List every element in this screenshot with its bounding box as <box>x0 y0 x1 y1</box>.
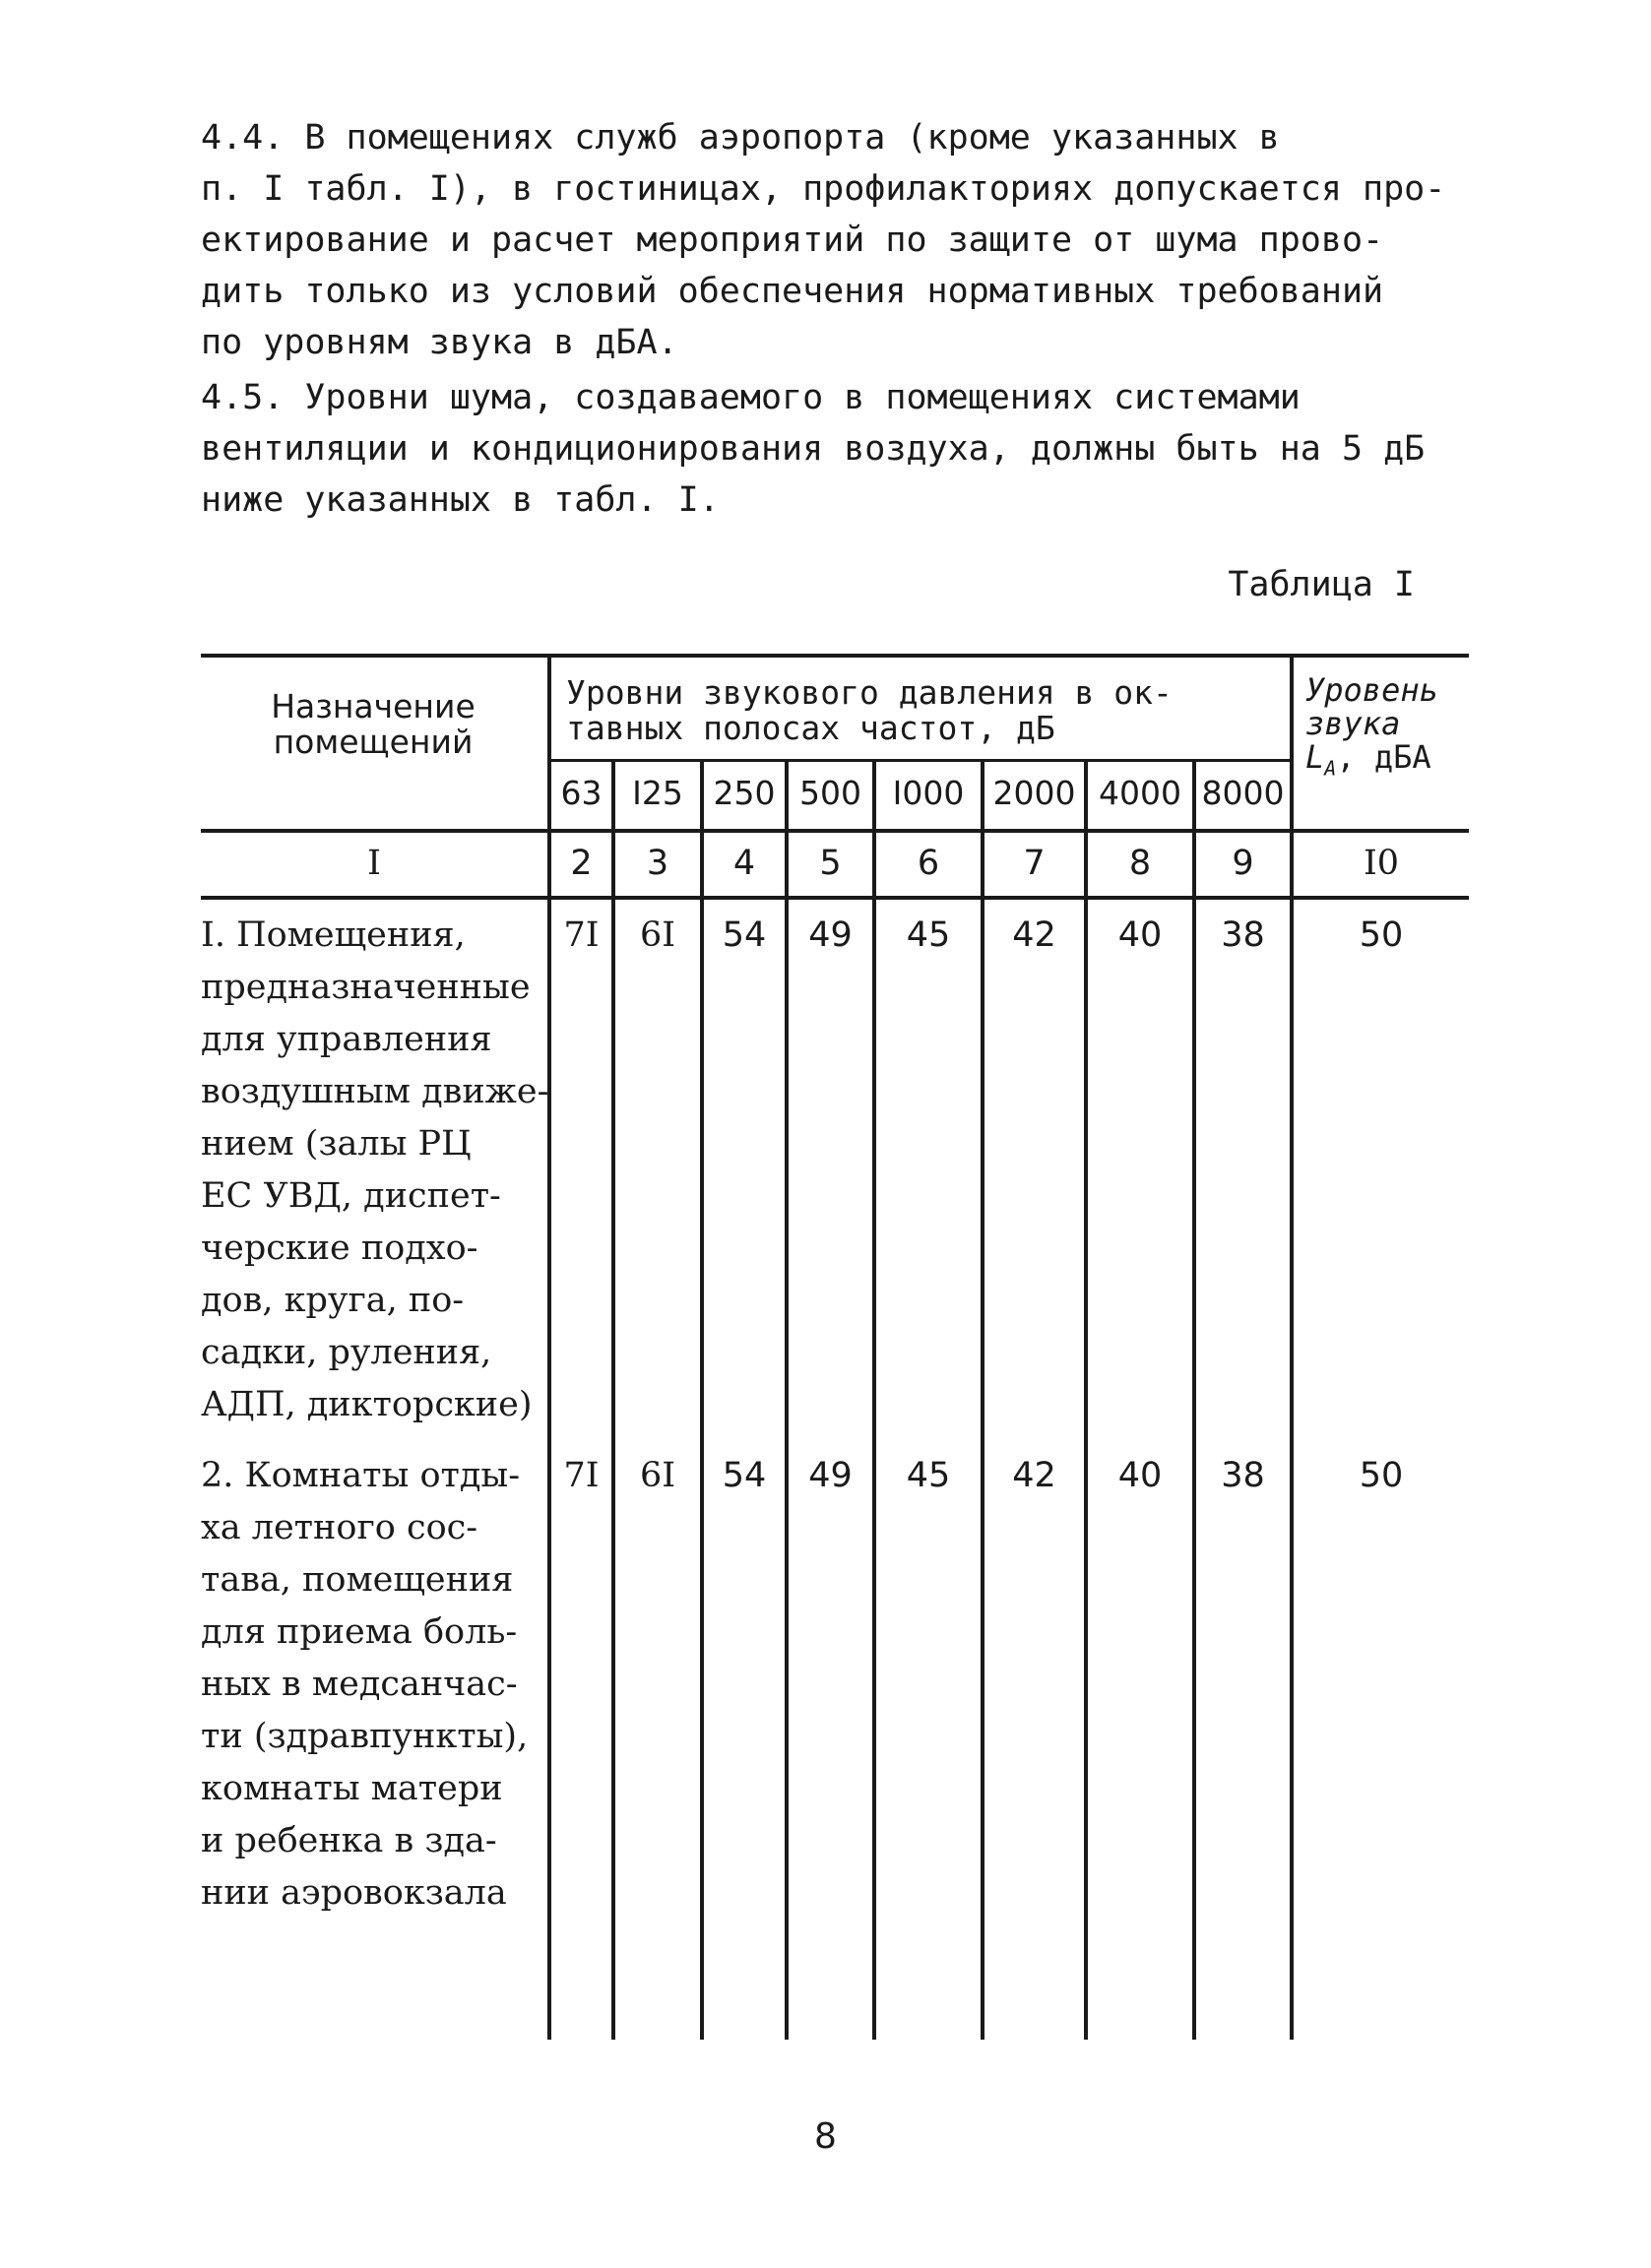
row2-purpose: 2. Комнаты отды- ха летного сос- тава, помещения для приема боль- ных в медсанчас- ти (здравпункты), комнаты матери и ребенка в зда- нии аэровокзала <box>201 1456 529 1913</box>
column-numbers-rule <box>201 896 1469 900</box>
freq-63: 63 <box>560 774 603 812</box>
row2-val-63: 7I <box>563 1456 600 1495</box>
row1-val-250: 54 <box>722 915 767 955</box>
colnum-5: 5 <box>819 844 842 883</box>
colnum-6: 6 <box>917 844 940 883</box>
freq-125: I25 <box>632 774 683 812</box>
row2-val-8000: 38 <box>1221 1456 1265 1495</box>
freq-4000: 4000 <box>1099 774 1181 812</box>
colnum-3: 3 <box>646 844 669 883</box>
paragraph-4-5: 4.5. Уровни шума, создаваемого в помещениях системами вентиляции и кондиционирования воздуха, должны быть на 5 дБ ниже указанных в табл. I. <box>201 378 1426 520</box>
freq-500: 500 <box>799 774 861 812</box>
colnum-2: 2 <box>570 844 593 883</box>
row1-val-dba: 50 <box>1359 915 1404 955</box>
header-sound-level <box>1305 673 1473 785</box>
colnum-10: I0 <box>1363 844 1400 883</box>
colnum-4: 4 <box>732 844 756 883</box>
row1-val-8000: 38 <box>1221 915 1265 955</box>
header-sound-level-sub: А <box>1324 756 1337 781</box>
freq-header-rule <box>549 759 1294 762</box>
colnum-7: 7 <box>1023 844 1046 883</box>
header-sound-level-text: Уровень звука L <box>1305 671 1438 776</box>
row2-val-2000: 42 <box>1012 1456 1056 1495</box>
row1-val-125: 6I <box>639 915 676 955</box>
row2-val-500: 49 <box>808 1456 853 1495</box>
freq-1000: I000 <box>892 774 965 812</box>
freq-8000: 8000 <box>1201 774 1285 812</box>
row2-val-dba: 50 <box>1359 1456 1404 1495</box>
page-number: 8 <box>814 2116 837 2157</box>
header-bottom-rule <box>201 829 1469 833</box>
row2-val-250: 54 <box>722 1456 767 1495</box>
header-sound-level-unit: , дБА <box>1336 738 1431 776</box>
header-pressure: Уровни звукового давления в ок- тавных полосах частот, дБ <box>566 673 1173 747</box>
row1-val-2000: 42 <box>1012 915 1056 955</box>
row1-val-1000: 45 <box>906 915 951 955</box>
row1-purpose: I. Помещения, предназначенные для управления воздушным движе- нием (залы РЦ ЕС УВД, диспет- черские подхо- дов, круга, по- садки, руления, АДП, дикторские) <box>201 915 549 1424</box>
colnum-9: 9 <box>1232 844 1254 883</box>
row2-val-125: 6I <box>639 1456 676 1495</box>
colnum-1: I <box>367 844 381 883</box>
colnum-8: 8 <box>1128 844 1152 883</box>
row1-val-4000: 40 <box>1117 915 1163 955</box>
table-caption: Таблица I <box>1228 565 1415 604</box>
paragraph-4-4: 4.4. В помещениях служб аэропорта (кроме указанных в п. I табл. I), в гостиницах, профилакториях допускается про- ектирование и расчет мероприятий по защите от шума прово- дить только из условий обеспечения нормативных требований по уровням звука в дБА. <box>201 118 1446 362</box>
header-purpose: Назначение помещений <box>271 687 476 761</box>
row1-val-63: 7I <box>563 915 600 955</box>
row2-val-4000: 40 <box>1117 1456 1163 1495</box>
row2-val-1000: 45 <box>906 1456 951 1495</box>
freq-250: 250 <box>713 774 776 812</box>
freq-2000: 2000 <box>992 774 1076 812</box>
table-top-rule <box>201 654 1469 658</box>
row1-val-500: 49 <box>808 915 853 955</box>
